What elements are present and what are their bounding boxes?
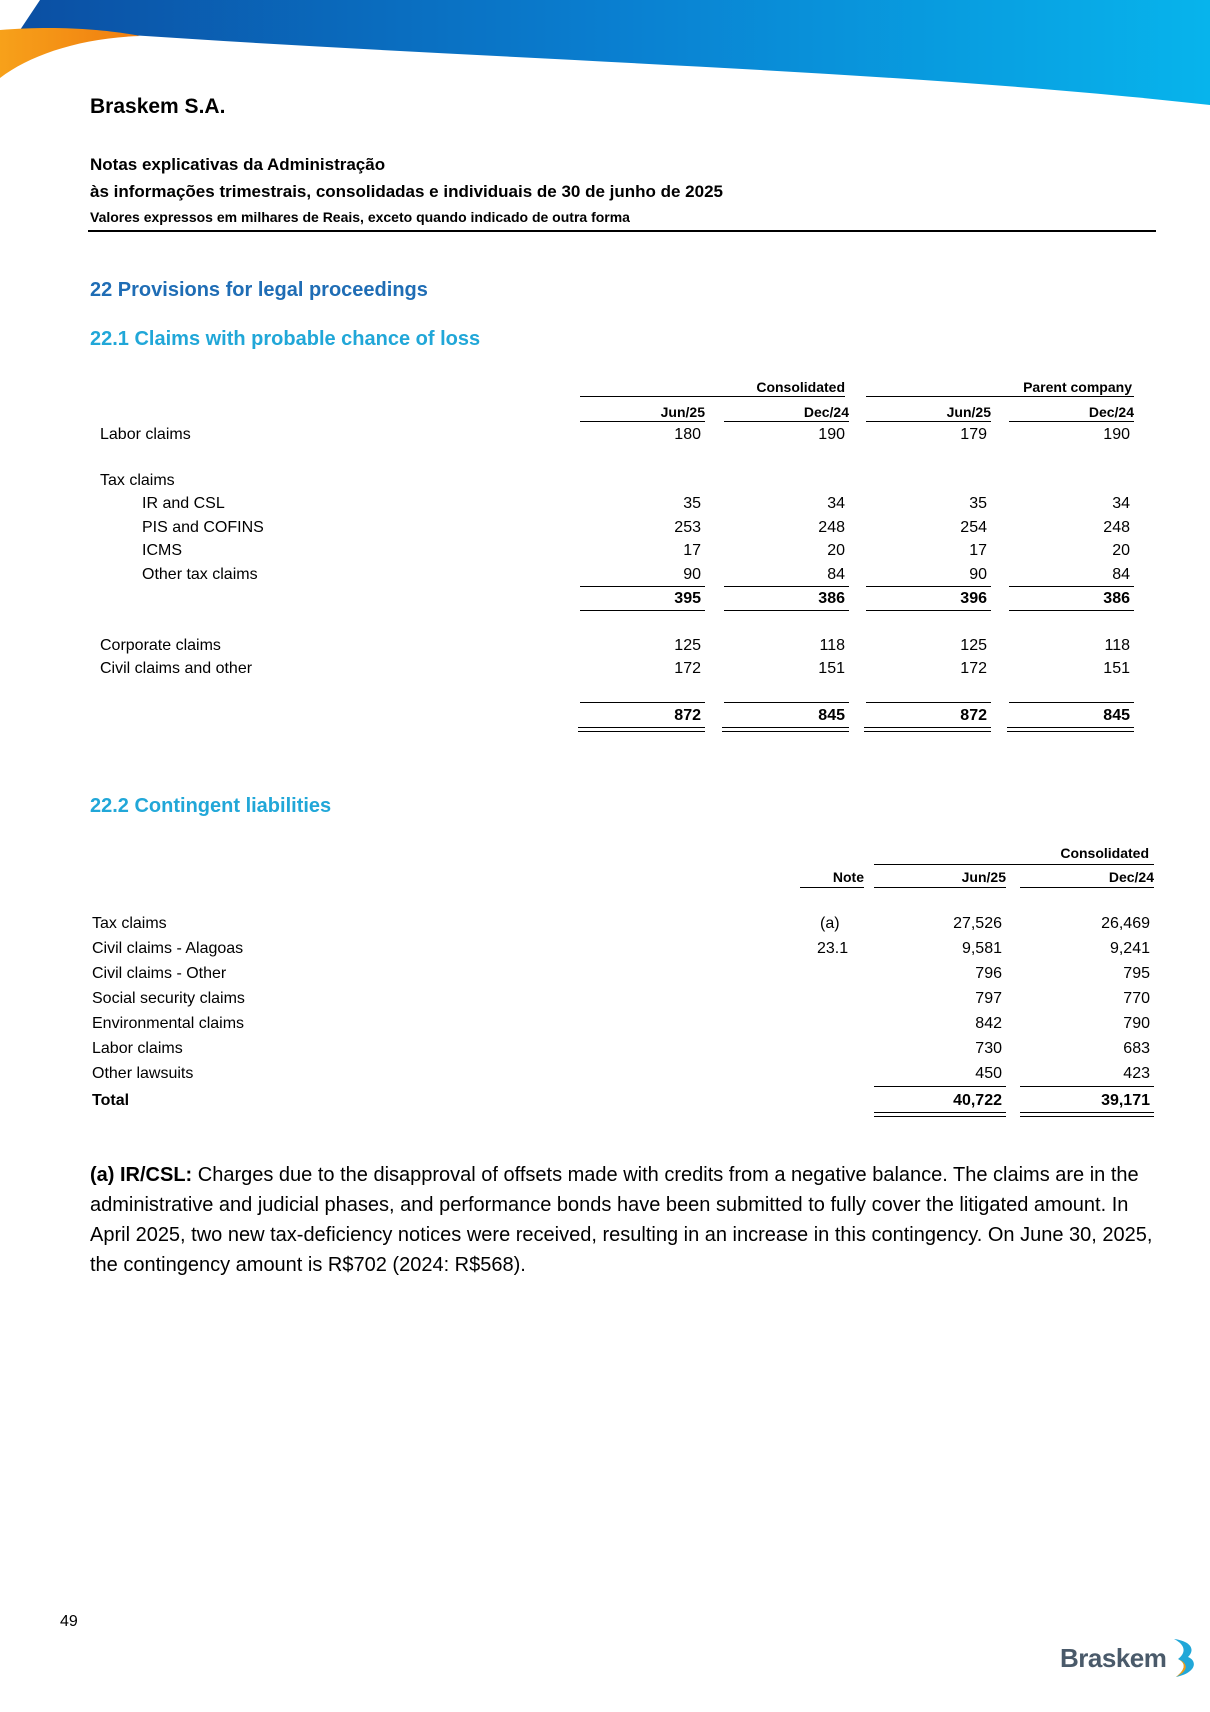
row-label: Other lawsuits — [92, 1065, 194, 1082]
footnote-lead: (a) IR/CSL: — [90, 1164, 193, 1186]
rule — [580, 586, 705, 587]
cell: 450 — [975, 1065, 1002, 1082]
note-cell: 23.1 — [817, 940, 849, 957]
cell: 248 — [818, 519, 845, 536]
row-label: Civil claims and other — [100, 660, 253, 677]
cell: 118 — [1104, 637, 1130, 654]
subtotal-cell: 386 — [818, 590, 845, 607]
cell: 17 — [969, 542, 987, 559]
cell: 796 — [975, 965, 1002, 982]
rule — [874, 864, 1154, 865]
double-rule — [1007, 727, 1134, 732]
rule — [724, 702, 849, 703]
subtitle-period: às informações trimestrais, consolidadas e individuais de 30 de junho de 2025 — [90, 182, 724, 201]
cell: 770 — [1123, 990, 1150, 1007]
header-banner — [0, 0, 1210, 110]
subtitle-units: Valores expressos em milhares de Reais, exceto quando indicado de outra forma — [90, 209, 630, 225]
col-header: Dec/24 — [1088, 404, 1134, 420]
rule — [1020, 1086, 1154, 1087]
total-cell: 40,722 — [953, 1092, 1002, 1109]
note-header: Note — [832, 869, 864, 885]
row-label: Labor claims — [92, 1040, 183, 1057]
cell: 423 — [1123, 1065, 1150, 1082]
rule — [1009, 702, 1134, 703]
rule — [724, 586, 849, 587]
cell: 84 — [827, 566, 845, 583]
cell: 34 — [827, 495, 845, 512]
col-header: Dec/24 — [1108, 869, 1154, 885]
rule — [866, 421, 991, 422]
double-rule — [864, 727, 991, 732]
footnote-paragraph — [90, 1160, 1155, 1280]
row-label: Tax claims — [92, 915, 167, 932]
cell: 118 — [819, 637, 845, 654]
col-header: Jun/25 — [961, 869, 1006, 885]
subtotal-cell: 396 — [960, 590, 987, 607]
cell: 20 — [827, 542, 845, 559]
cell: 90 — [683, 566, 701, 583]
subtitle-notes: Notas explicativas da Administração — [90, 155, 386, 174]
rule — [866, 396, 1134, 397]
rule — [800, 887, 864, 888]
page-number: 49 — [60, 1613, 78, 1630]
double-rule — [874, 1112, 1006, 1117]
double-rule — [722, 727, 849, 732]
subtotal-cell: 386 — [1103, 590, 1130, 607]
total-cell: 845 — [1103, 707, 1130, 724]
cell: 151 — [818, 660, 845, 677]
cell: 84 — [1112, 566, 1130, 583]
row-label: IR and CSL — [142, 495, 225, 512]
cell: 20 — [1112, 542, 1130, 559]
row-label: ICMS — [142, 542, 182, 559]
total-cell: 872 — [960, 707, 987, 724]
cell: 90 — [969, 566, 987, 583]
double-rule — [578, 727, 705, 732]
rule — [874, 1086, 1006, 1087]
group-parent-company: Parent company — [1023, 379, 1132, 395]
group-consolidated: Consolidated — [756, 379, 845, 395]
rule — [580, 421, 705, 422]
note-cell: (a) — [820, 915, 840, 932]
rule — [1009, 610, 1134, 611]
row-label: Environmental claims — [92, 1015, 245, 1032]
cell: 795 — [1123, 965, 1150, 982]
rule — [866, 610, 991, 611]
cell: 842 — [975, 1015, 1002, 1032]
footnote-text: Charges due to the disapproval of offsets made with credits from a negative balance. The claims are in the administrative and judicial phases, and performance bonds have been submitted to fully cover the litigated amount. In April 2025, two new tax-deficiency notices were received, resulting in an increase in this contingency. On June 30, 2025, the contingency amount is R$702 (2024: R$568). — [90, 1164, 1153, 1276]
cell: 151 — [1103, 660, 1130, 677]
cell: 790 — [1123, 1015, 1150, 1032]
company-name: Braskem S.A. — [90, 95, 226, 118]
cell: 172 — [960, 660, 987, 677]
rule — [1020, 887, 1154, 888]
total-cell: 39,171 — [1101, 1092, 1150, 1109]
section-title: 22 Provisions for legal proceedings — [90, 279, 428, 301]
cell: 17 — [683, 542, 701, 559]
col-header: Jun/25 — [660, 404, 705, 420]
rule — [866, 702, 991, 703]
cell: 190 — [818, 426, 845, 443]
cell: 34 — [1112, 495, 1130, 512]
total-label: Total — [92, 1092, 130, 1109]
group-consolidated: Consolidated — [1060, 845, 1149, 861]
row-label: Labor claims — [100, 426, 191, 443]
cell: 190 — [1103, 426, 1130, 443]
cell: 9,581 — [961, 940, 1002, 957]
cell: 254 — [960, 519, 987, 536]
cell: 180 — [674, 426, 701, 443]
row-group-label: Tax claims — [100, 472, 175, 489]
rule — [580, 702, 705, 703]
row-label: Other tax claims — [142, 566, 258, 583]
cell: 35 — [683, 495, 701, 512]
header-divider — [88, 230, 1156, 232]
row-label: Social security claims — [92, 990, 245, 1007]
cell: 125 — [674, 637, 701, 654]
braskem-logo — [1060, 1635, 1200, 1685]
cell: 683 — [1123, 1040, 1150, 1057]
logo-wordmark: Braskem — [1060, 1643, 1167, 1673]
row-label: Civil claims - Alagoas — [92, 940, 244, 957]
cell: 179 — [960, 426, 987, 443]
cell: 253 — [674, 519, 701, 536]
rule — [866, 586, 991, 587]
cell: 172 — [674, 660, 701, 677]
cell: 26,469 — [1101, 915, 1150, 932]
subsection-probable-loss: 22.1 Claims with probable chance of loss — [90, 328, 481, 350]
cell: 125 — [960, 637, 987, 654]
rule — [724, 421, 849, 422]
rule — [580, 610, 705, 611]
rule — [724, 610, 849, 611]
logo-mark-icon — [1170, 1637, 1200, 1679]
subsection-contingent-liabilities: 22.2 Contingent liabilities — [90, 795, 332, 817]
cell: 35 — [969, 495, 987, 512]
cell: 9,241 — [1109, 940, 1150, 957]
rule — [1009, 586, 1134, 587]
double-rule — [1020, 1112, 1154, 1117]
rule — [874, 887, 1006, 888]
total-cell: 872 — [674, 707, 701, 724]
cell: 797 — [975, 990, 1002, 1007]
subtotal-cell: 395 — [674, 590, 701, 607]
col-header: Dec/24 — [803, 404, 849, 420]
rule — [580, 396, 845, 397]
total-cell: 845 — [818, 707, 845, 724]
cell: 27,526 — [953, 915, 1002, 932]
col-header: Jun/25 — [946, 404, 991, 420]
row-label: Corporate claims — [100, 637, 221, 654]
cell: 248 — [1103, 519, 1130, 536]
row-label: Civil claims - Other — [92, 965, 227, 982]
cell: 730 — [975, 1040, 1002, 1057]
row-label: PIS and COFINS — [142, 519, 264, 536]
rule — [1009, 421, 1134, 422]
